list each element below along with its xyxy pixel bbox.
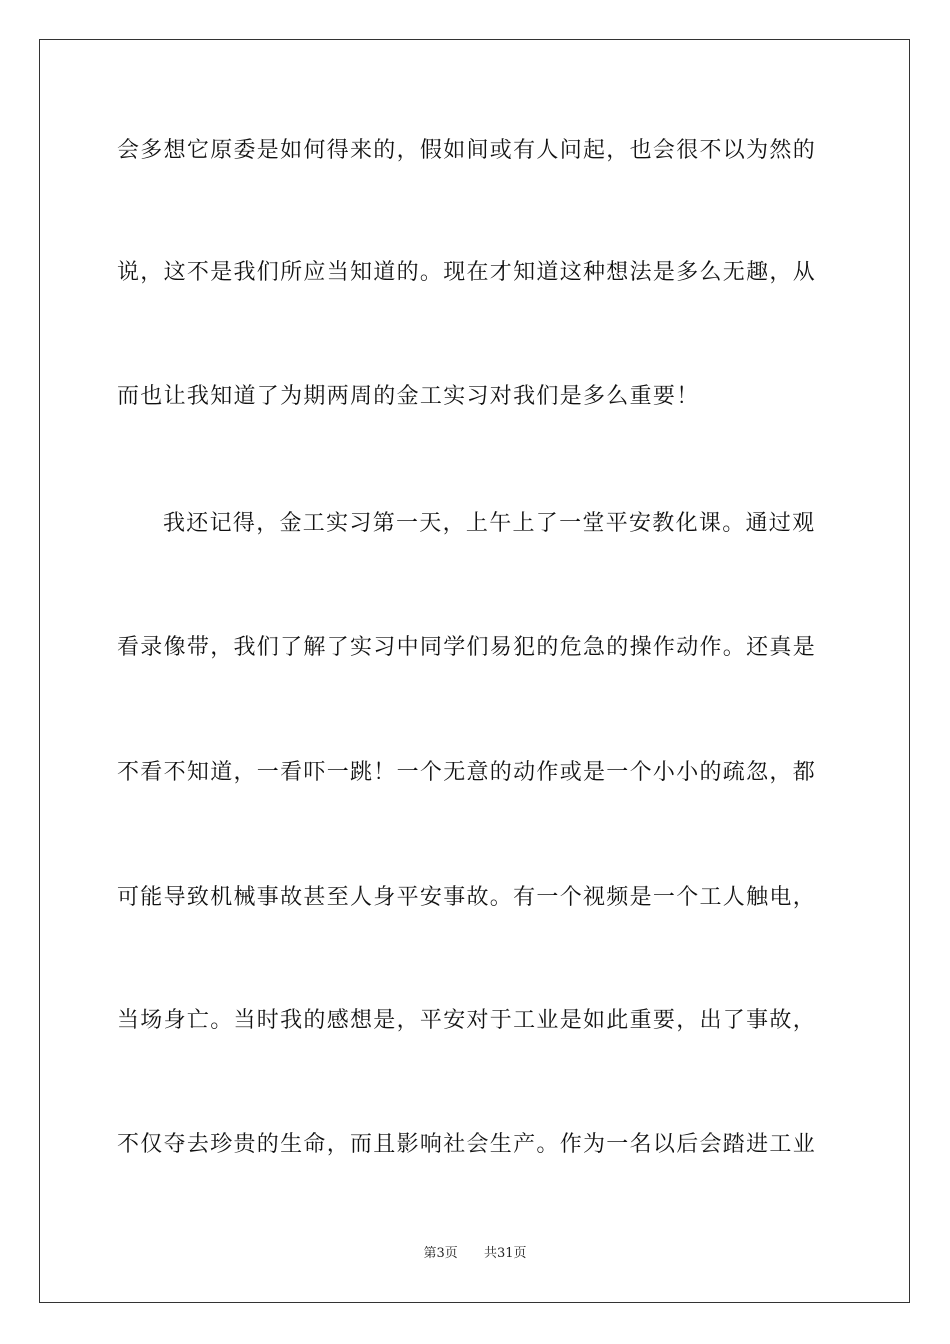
text-line: 不看不知道，一看吓一跳！一个无意的动作或是一个小小的疏忽，都 <box>117 760 817 785</box>
text-line: 看录像带，我们了解了实习中同学们易犯的危急的操作动作。还真是 <box>117 635 817 660</box>
page-border <box>39 39 910 1303</box>
text-line: 会多想它原委是如何得来的，假如间或有人问起，也会很不以为然的 <box>117 138 817 163</box>
text-line: 可能导致机械事故甚至人身平安事故。有一个视频是一个工人触电， <box>117 885 817 910</box>
text-line: 当场身亡。当时我的感想是，平安对于工业是如此重要，出了事故， <box>117 1008 817 1033</box>
page-footer <box>0 1245 950 1263</box>
text-line: 说，这不是我们所应当知道的。现在才知道这种想法是多么无趣，从 <box>117 260 817 285</box>
text-line: 而也让我知道了为期两周的金工实习对我们是多么重要！ <box>117 384 700 409</box>
page-number: 第3页 <box>423 1246 458 1261</box>
paragraph-first-line: 我还记得，金工实习第一天，上午上了一堂平安教化课。通过观 <box>163 511 816 536</box>
page-total: 共31页 <box>484 1246 527 1261</box>
text-line: 不仅夺去珍贵的生命，而且影响社会生产。作为一名以后会踏进工业 <box>117 1132 817 1157</box>
